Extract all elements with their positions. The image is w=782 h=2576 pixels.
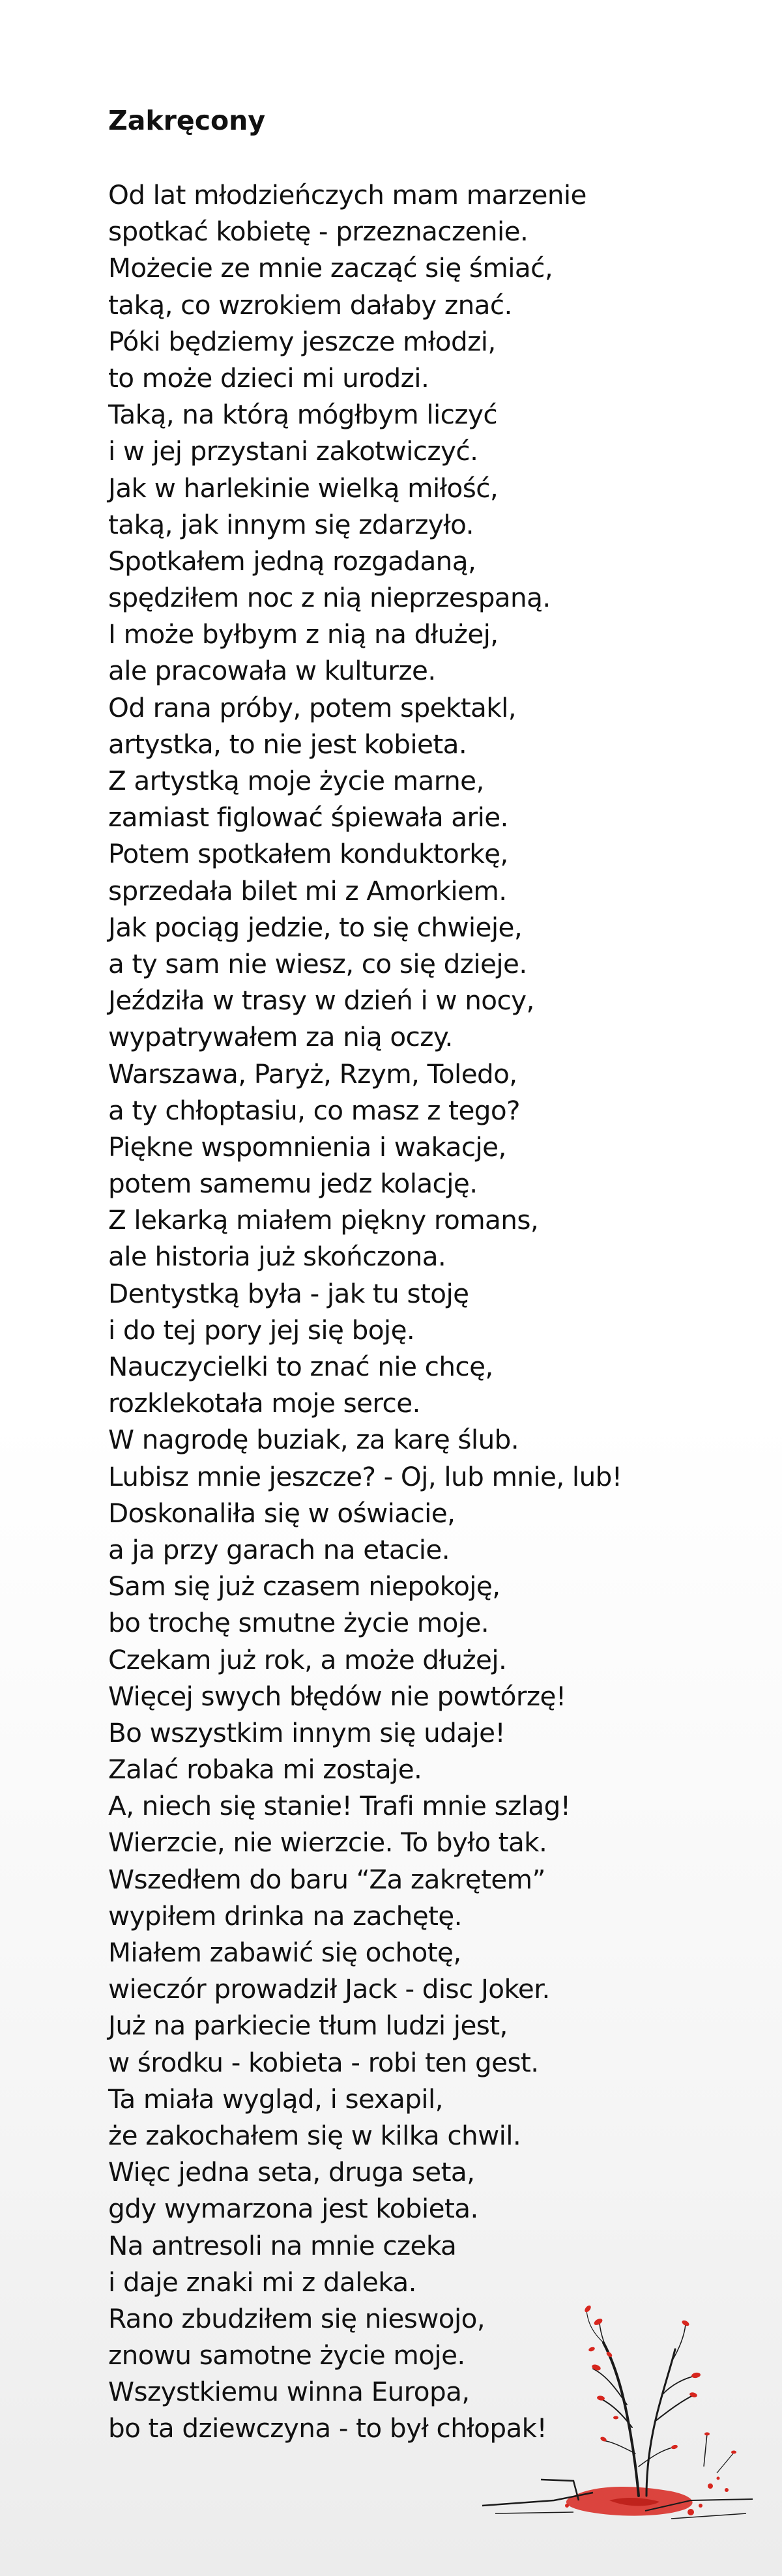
poem-line: znowu samotne życie moje.: [108, 2339, 465, 2371]
poem-line: Wszedłem do baru “Za zakrętem”: [108, 1863, 545, 1895]
poem-line: W nagrodę buziak, za karę ślub.: [108, 1424, 519, 1456]
poem-line: gdy wymarzona jest kobieta.: [108, 2193, 478, 2225]
poem-line: bo ta dziewczyna - to był chłopak!: [108, 2412, 547, 2444]
poem-line: Czekam już rok, a może dłużej.: [108, 1643, 507, 1675]
poem-line: a ja przy garach na etacie.: [108, 1533, 450, 1565]
poem-line: Bo wszystkim innym się udaje!: [108, 1716, 506, 1748]
poem-line: spotkać kobietę - przeznaczenie.: [108, 216, 529, 248]
poem-line: zamiast figlować śpiewała arie.: [108, 802, 508, 833]
poem-line: Warszawa, Paryż, Rzym, Toledo,: [108, 1058, 517, 1090]
poem-line: wypiłem drinka na zachętę.: [108, 1900, 462, 1932]
poem-line: Nauczycielki to znać nie chcę,: [108, 1351, 493, 1382]
poem-line: Jak w harlekinie wielką miłość,: [108, 472, 499, 504]
poem-line: spędziłem noc z nią nieprzespaną.: [108, 582, 551, 614]
poem-line: sprzedała bilet mi z Amorkiem.: [108, 875, 507, 906]
poem-line: Piękne wspomnienia i wakacje,: [108, 1131, 506, 1163]
poem-line: Doskonaliła się w oświacie,: [108, 1497, 456, 1529]
poem-line: Na antresoli na mnie czeka: [108, 2229, 457, 2261]
poem-line: Więcej swych błędów nie powtórzę!: [108, 1680, 566, 1712]
ink-tree-branch-illustration-icon: [476, 2271, 762, 2558]
poem-line: A, niech się stanie! Trafi mnie szlag!: [108, 1790, 571, 1822]
poem-line: ale historia już skończona.: [108, 1241, 446, 1273]
poem-line: że zakochałem się w kilka chwil.: [108, 2119, 521, 2151]
poem-line: Spotkałem jedną rozgadaną,: [108, 545, 476, 577]
poem-line: ale pracowała w kulturze.: [108, 655, 436, 687]
poem-line: Dentystką była - jak tu stoję: [108, 1277, 469, 1309]
poem-line: wieczór prowadził Jack - disc Joker.: [108, 1973, 550, 2005]
poem-line: Wierzcie, nie wierzcie. To było tak.: [108, 1827, 547, 1859]
poem-line: i do tej pory jej się boję.: [108, 1314, 415, 1346]
poem-line: taką, jak innym się zdarzyło.: [108, 508, 474, 540]
poem-line: Z lekarką miałem piękny romans,: [108, 1204, 539, 1236]
poem-line: Póki będziemy jeszcze młodzi,: [108, 325, 496, 357]
poem-line: Jeździła w trasy w dzień i w nocy,: [108, 985, 534, 1017]
poem-line: Od lat młodzieńczych mam marzenie: [108, 179, 586, 210]
poem-line: Od rana próby, potem spektakl,: [108, 691, 517, 723]
poem-line: bo trochę smutne życie moje.: [108, 1607, 489, 1639]
poem-line: Ta miała wygląd, i sexapil,: [108, 2083, 443, 2115]
poem-line: Wszystkiemu winna Europa,: [108, 2376, 470, 2408]
poem-line: Potem spotkałem konduktorkę,: [108, 838, 508, 870]
poem-line: Sam się już czasem niepokoję,: [108, 1570, 500, 1602]
poem-line: Rano zbudziłem się nieswojo,: [108, 2302, 485, 2334]
poem-title: Zakręcony: [108, 105, 266, 136]
poem-line: I może byłbym z nią na dłużej,: [108, 618, 499, 650]
poem-line: rozklekotała moje serce.: [108, 1387, 420, 1419]
poem-line: Możecie ze mnie zacząć się śmiać,: [108, 252, 553, 284]
poem-line: a ty chłoptasiu, co masz z tego?: [108, 1094, 520, 1126]
poem-line: Więc jedna seta, druga seta,: [108, 2156, 475, 2188]
poem-line: Zalać robaka mi zostaje.: [108, 1754, 422, 1786]
poem-line: Miałem zabawić się ochotę,: [108, 1937, 461, 1968]
poem-body: [108, 177, 682, 2447]
poem-line: Taką, na którą mógłbym liczyć: [108, 399, 498, 431]
poem-line: i w jej przystani zakotwiczyć.: [108, 435, 478, 467]
poem-line: i daje znaki mi z daleka.: [108, 2266, 416, 2298]
poem-line: Już na parkiecie tłum ludzi jest,: [108, 2010, 508, 2042]
poem-line: w środku - kobieta - robi ten gest.: [108, 2046, 539, 2078]
poem-line: a ty sam nie wiesz, co się dzieje.: [108, 948, 527, 979]
poem-line: Z artystką moje życie marne,: [108, 765, 484, 796]
poem-line: artystka, to nie jest kobieta.: [108, 728, 467, 760]
poem-line: Lubisz mnie jeszcze? - Oj, lub mnie, lub!: [108, 1460, 622, 1492]
poem-line: potem samemu jedz kolację.: [108, 1168, 478, 1200]
poem-line: wypatrywałem za nią oczy.: [108, 1021, 453, 1053]
poem-line: taką, co wzrokiem dałaby znać.: [108, 289, 512, 321]
poem-line: to może dzieci mi urodzi.: [108, 362, 429, 394]
poem-line: Jak pociąg jedzie, to się chwieje,: [108, 911, 523, 943]
